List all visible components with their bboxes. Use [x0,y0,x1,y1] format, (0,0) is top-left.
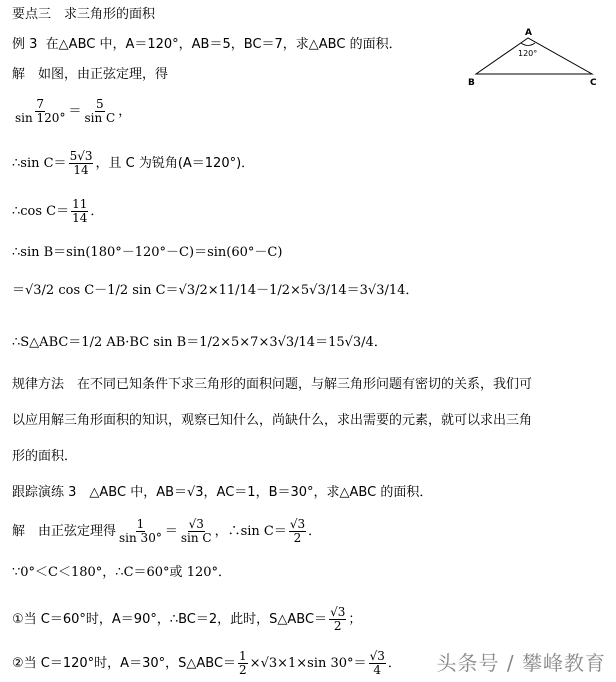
fraction-2: $\frac{5}{\text{sin C}}$ [84,97,116,125]
example-text: 在△ABC 中，A＝120°，AB＝5，BC＝7，求△ABC 的面积． [45,37,402,52]
angle-label: 120° [518,49,538,58]
vertex-b-label: B [468,78,475,88]
practice-3-problem: 跟踪演练 3 △ABC 中，AB＝√3，AC＝1，B＝30°，求△ABC 的面积． [12,485,433,500]
angle-range: ∵0°＜C＜180°，∴C＝60°或 120°． [12,565,232,580]
method-line-2: 以应用解三角形面积的知识，观察已知什么，尚缺什么，求出需要的元素，就可以求出三角 [12,413,533,428]
section-heading: 要点三 求三角形的面积 [12,7,156,22]
step-5: ＝√3/2 cos C－1/2 sin C＝√3/2×11/14－1/2×5√3/14＝3√3/14． [12,283,419,298]
method-line-1: 规律方法 在不同已知条件下求三角形的面积问题，与解三角形问题有密切的关系，我们可 [12,377,533,392]
step-3: ∴cos C＝ $\frac{11}{14}$ ． [12,197,104,225]
solution-intro: 解 如图，由正弦定理，得 [12,67,169,82]
practice-3-solution: 解 由正弦定理得 $\frac{1}{\sin 30^\circ}$ ＝ $\frac{√3}{\text{sin C}}$ ，∴sin C＝ $\frac{√3}{2}$ ． [12,517,322,545]
case-1: ①当 C＝60°时，A＝90°，∴BC＝2，此时，S△ABC＝ $\frac{√3}{2}$ ； [12,605,362,633]
vertex-a-label: A [525,28,532,38]
step-2: ∴sin C＝ $\frac{5√3}{14}$ ，且 C 为锐角(A＝120°)． [12,149,255,177]
example-3-problem [12,38,402,51]
step-4: ∴sin B＝sin(180°－120°－C)＝sin(60°－C) [12,245,283,260]
watermark: 头条号 / 攀峰教育 [436,651,606,675]
case-2: ②当 C＝120°时，A＝30°，S△ABC＝ $\frac{1}{2}$ ×√3×1×sin 30°＝ $\frac{√3}{4}$ ． [12,649,401,677]
triangle-figure [466,26,604,90]
example-label: 例 3 [12,37,38,52]
step-6: ∴S△ABC＝1/2 AB·BC sin B＝1/2×5×7×3√3/14＝15√3/4． [12,335,387,350]
method-line-3: 形的面积． [12,449,78,464]
vertex-c-label: C [590,78,597,88]
step-1: $\frac{7}{\sin 120^\circ}$ ＝ $\frac{5}{\text{sin C}}$ ， [15,97,132,125]
fraction-1: $\frac{7}{\sin 120^\circ}$ [15,97,66,125]
